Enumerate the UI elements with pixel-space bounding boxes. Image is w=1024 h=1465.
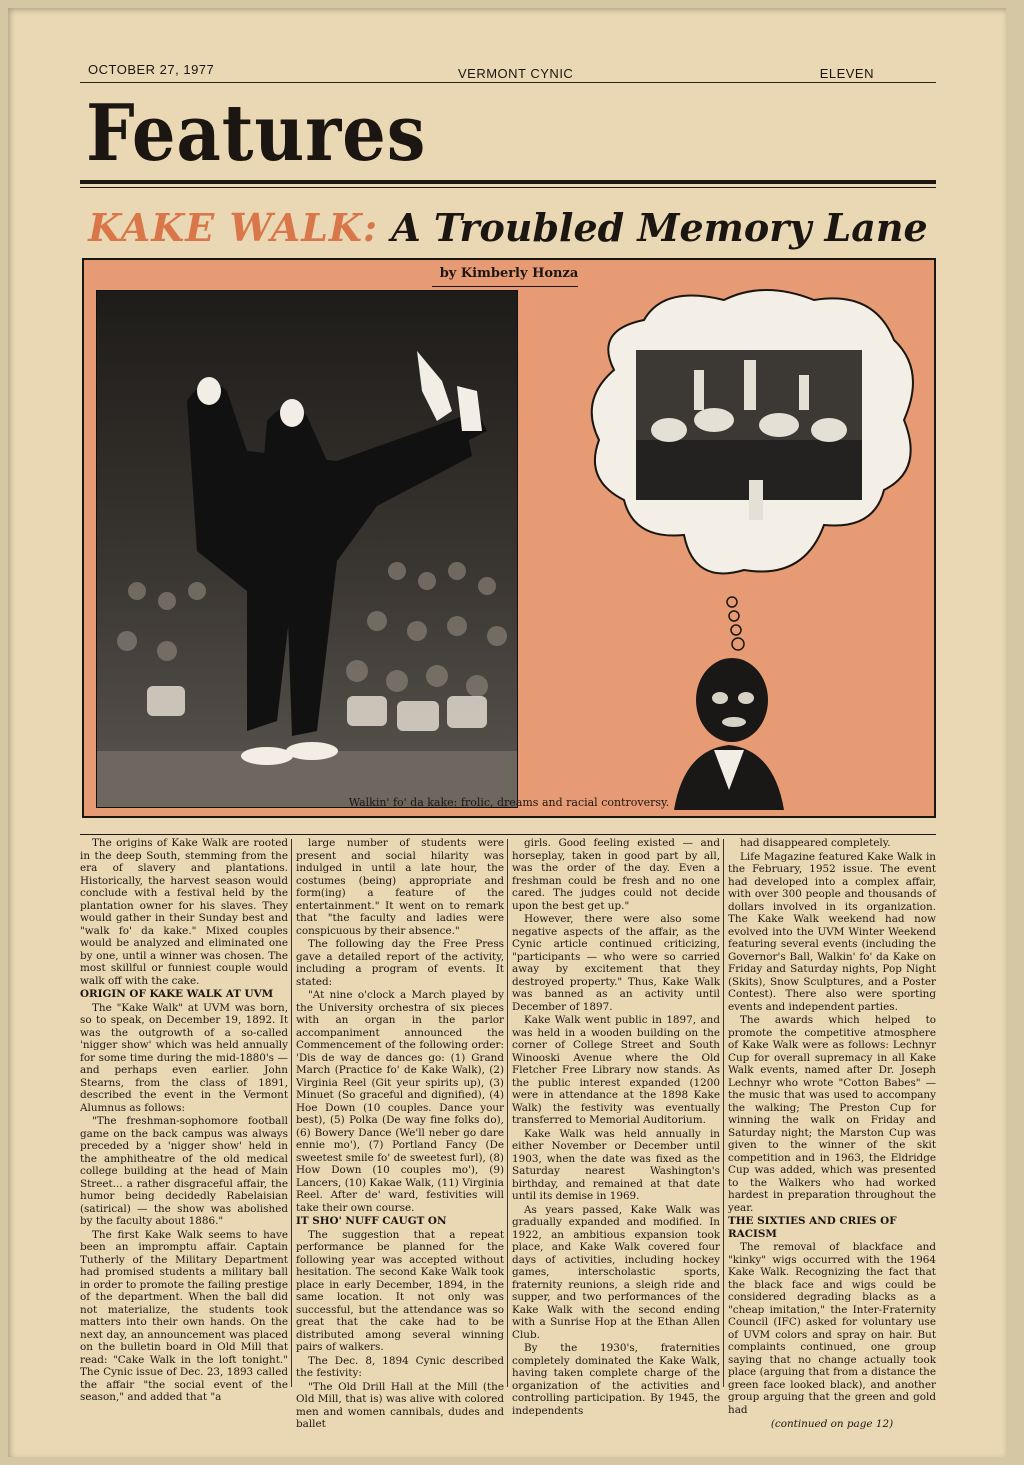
blackface-performer-photo	[644, 640, 814, 810]
paragraph: The Dec. 8, 1894 Cynic described the festivity:	[296, 1354, 504, 1379]
trophy-table-photo	[574, 280, 926, 588]
continued-note: (continued on page 12)	[770, 1418, 894, 1430]
page-number: ELEVEN	[819, 66, 874, 81]
paragraph: had disappeared completely.	[740, 837, 891, 849]
paragraph: The following day the Free Press gave a detailed report of the activity, including a program of events. It stated:	[296, 938, 504, 988]
column-rule	[291, 839, 292, 1387]
paragraph: The origins of Kake Walk are rooted in the deep South, stemming from the era of slavery and plantations. Historically, the harvest season would conclude with a festival held by the plantation owner for his slaves. They would gather in their Sunday best and "walk fo' da kake." Mixed couples would be analyzed and eliminated one by one, until a winner was chosen. The most skillful or funniest couple would walk off with the cake.	[80, 837, 288, 987]
section-rule	[80, 180, 936, 184]
article-column-3	[512, 837, 720, 1417]
performer-illustration	[644, 640, 814, 810]
paper-name: VERMONT CYNIC	[458, 66, 574, 81]
section-rule-thin	[80, 187, 936, 188]
headline-kicker: KAKE WALK:	[88, 205, 378, 250]
byline: by Kimberly Honza	[439, 266, 579, 281]
article-column-2	[296, 837, 504, 1430]
subhead: ORIGIN OF KAKE WALK AT UVM	[80, 988, 274, 1000]
headline	[80, 204, 936, 252]
paragraph: By the 1930's, fraternities completely dominated the Kake Walk, having taken complete charge of the organization of the activities and controlling participation. By 1945, the independents	[512, 1342, 720, 1417]
paragraph: Kake Walk went public in 1897, and was held in a wooden building on the corner of College Street and South Winooski Avenue where the Old Fletcher Free Library now stands. As the public interest expanded (1200 were in attendance at the 1898 Kake Walk) the festivity was eventually transferred to Memorial Auditorium.	[512, 1014, 720, 1126]
paragraph: "At nine o'clock a March played by the University orchestra of six pieces with an organ in the parlor accompaniment announced the Commencement of the following order: 'Dis de way de dances go: (1) Grand March (Practice fo' de Kake Walk), (2) Virginia Reel (Git yeur spirits up), (3) Minuet (So graceful and dignified), (4) Hoe Down (10 couples. Dance your best), (5) Polka (De way fine folks do), (6) Bowery Dance (We'll neber go dare ennie mo'), (7) Portland Fancy (De sweetest smile fo' de sweetest furl), (8) How Down (10 couples mo'), (9) Lancers, (10) Kakae Walk, (11) Virginia Reel. After de' ward, festivities will take their own course.	[296, 989, 504, 1214]
paragraph: The awards which helped to promote the competitive atmosphere of Kake Walk were as follows: Lechnyr Cup for overall supremacy in all Kake Walk events, named after Dr. Joseph Lechnyr who wrote "Cotton Babes" — the music that was used to accompany the walking; The Preston Cup for winning the walk on Friday and Saturday night; the Marston Cup was given to the winner of the skit competition and in 1963, the Eldridge Cup was added, which was presented to the Walkers who had worked hardest in preparation throughout the year.	[728, 1014, 936, 1214]
article-column-4	[728, 837, 936, 1430]
article-column-1	[80, 837, 288, 1403]
dancers-photo-illustration	[97, 291, 517, 807]
column-rule	[507, 839, 508, 1387]
paragraph: Kake Walk was held annually in either November or December until 1903, when the date was fixed as the Saturday nearest Washington's birthday, and remained at that date until its demise in 1969.	[512, 1127, 720, 1202]
paragraph: Life Magazine featured Kake Walk in the February, 1952 issue. The event had developed into a complex affair, with over 300 people and thousands of dollars involved in its organization. The Kake Walk weekend had now evolved into the UVM Winter Weekend featuring several events (including the Governor's Ball, Walkin' fo' da Kake on Friday and Saturday nights, Pop Night (Skits), Snow Sculptures, and a Poster Contest). There also were sporting events and independent parties.	[728, 850, 936, 1013]
article-body	[80, 834, 936, 1430]
paragraph: The removal of blackface and "kinky" wigs occurred with the 1964 Kake Walk. Recognizing the fact that the black face and wigs could be considered degrading blacks as a "cheap imitation," the Inter-Fraternity Council (IFC) asked for voluntary use of UVM colors and spray on hair. But complaints continued, one group saying that no change actually took place (arguing that from a distance the green face looked black), and another group arguing that the green and gold had	[728, 1241, 936, 1416]
trophy-thought-bubble	[574, 280, 926, 588]
paragraph: girls. Good feeling existed — and horseplay, taken in good part by all, was the order of the day. Even a freshman could be fresh and no one cared. The judges could not decide upon the best get up."	[512, 837, 720, 912]
photo-caption: Walkin' fo' da kake: frolic, dreams and racial controversy.	[348, 796, 670, 809]
newspaper-page	[8, 8, 1006, 1457]
paragraph: As years passed, Kake Walk was gradually expanded and modified. In 1922, an ambitious expansion took place, and Kake Walk covered four days of activities, including hockey games, interscholastic sports, fraternity reunions, a sleigh ride and supper, and two performances of the Kake Walk with the second ending with a Sunrise Hop at the Ethan Allen Club.	[512, 1203, 720, 1341]
paragraph: large number of students were present and social hilarity was indulged in until a late hour, the costumes (being) appropriate and form(ing) a feature of the entertainment." It went on to remark that "the faculty and ladies were conspicuous by their absence."	[296, 837, 504, 937]
paragraph: "The Old Drill Hall at the Mill (the Old Mill, that is) was alive with colored men and women cannibals, dudes and ballet	[296, 1380, 504, 1430]
subhead: IT SHO' NUFF CAUGT ON	[296, 1215, 447, 1227]
paragraph: "The freshman-sophomore football game on the back campus was always preceded by a 'nigger show' held in the amphitheatre of the old medical college building at the head of Main Street... a rather disgraceful affair, the humor being decidedly Rabelaisian (satirical) — the show was abolished by the faculty about 1886."	[80, 1115, 288, 1227]
folio-line	[80, 60, 936, 83]
column-rule	[723, 839, 724, 1387]
paragraph: However, there were also some negative aspects of the affair, as the Cynic article continued criticizing, "participants — who were so carried away by excitement that they destroyed property." Thus, Kake Walk was banned as an activity until December of 1897.	[512, 913, 720, 1013]
feature-art-panel	[82, 258, 936, 818]
paragraph: The suggestion that a repeat performance be planned for the following year was accepted without hesitation. The second Kake Walk took place in early December, 1894, in the same location. It not only was successful, but the attendance was so great that the cake had to be distributed among several winning pairs of walkers.	[296, 1228, 504, 1353]
headline-title: A Troubled Memory Lane	[391, 205, 928, 250]
subhead: THE SIXTIES AND CRIES OF RACISM	[728, 1215, 897, 1240]
kake-walk-dancers-photo	[96, 290, 518, 808]
paragraph: The first Kake Walk seems to have been an impromptu affair. Captain Tutherly of the Military Department had promised students a military ball in order to promote the failing prestige of the department. When the ball did not materialize, the students took matters into their own hands. On the next day, an announcement was placed on the bulletin board in Old Mill that read: "Cake Walk in the loft tonight." The Cynic issue of Dec. 23, 1893 called the affair "the social event of the season," and added that "a	[80, 1228, 288, 1403]
paragraph: The "Kake Walk" at UVM was born, so to speak, on December 19, 1892. It was the outgrowth of a so-called 'nigger show' which was held annually for some time during the mid-1880's — and perhaps even earlier. John Stearns, from the class of 1891, described the event in the Vermont Alumnus as follows:	[80, 1001, 288, 1114]
section-title: Features	[86, 88, 427, 179]
issue-date: OCTOBER 27, 1977	[88, 62, 215, 77]
byline-rule	[432, 286, 578, 287]
